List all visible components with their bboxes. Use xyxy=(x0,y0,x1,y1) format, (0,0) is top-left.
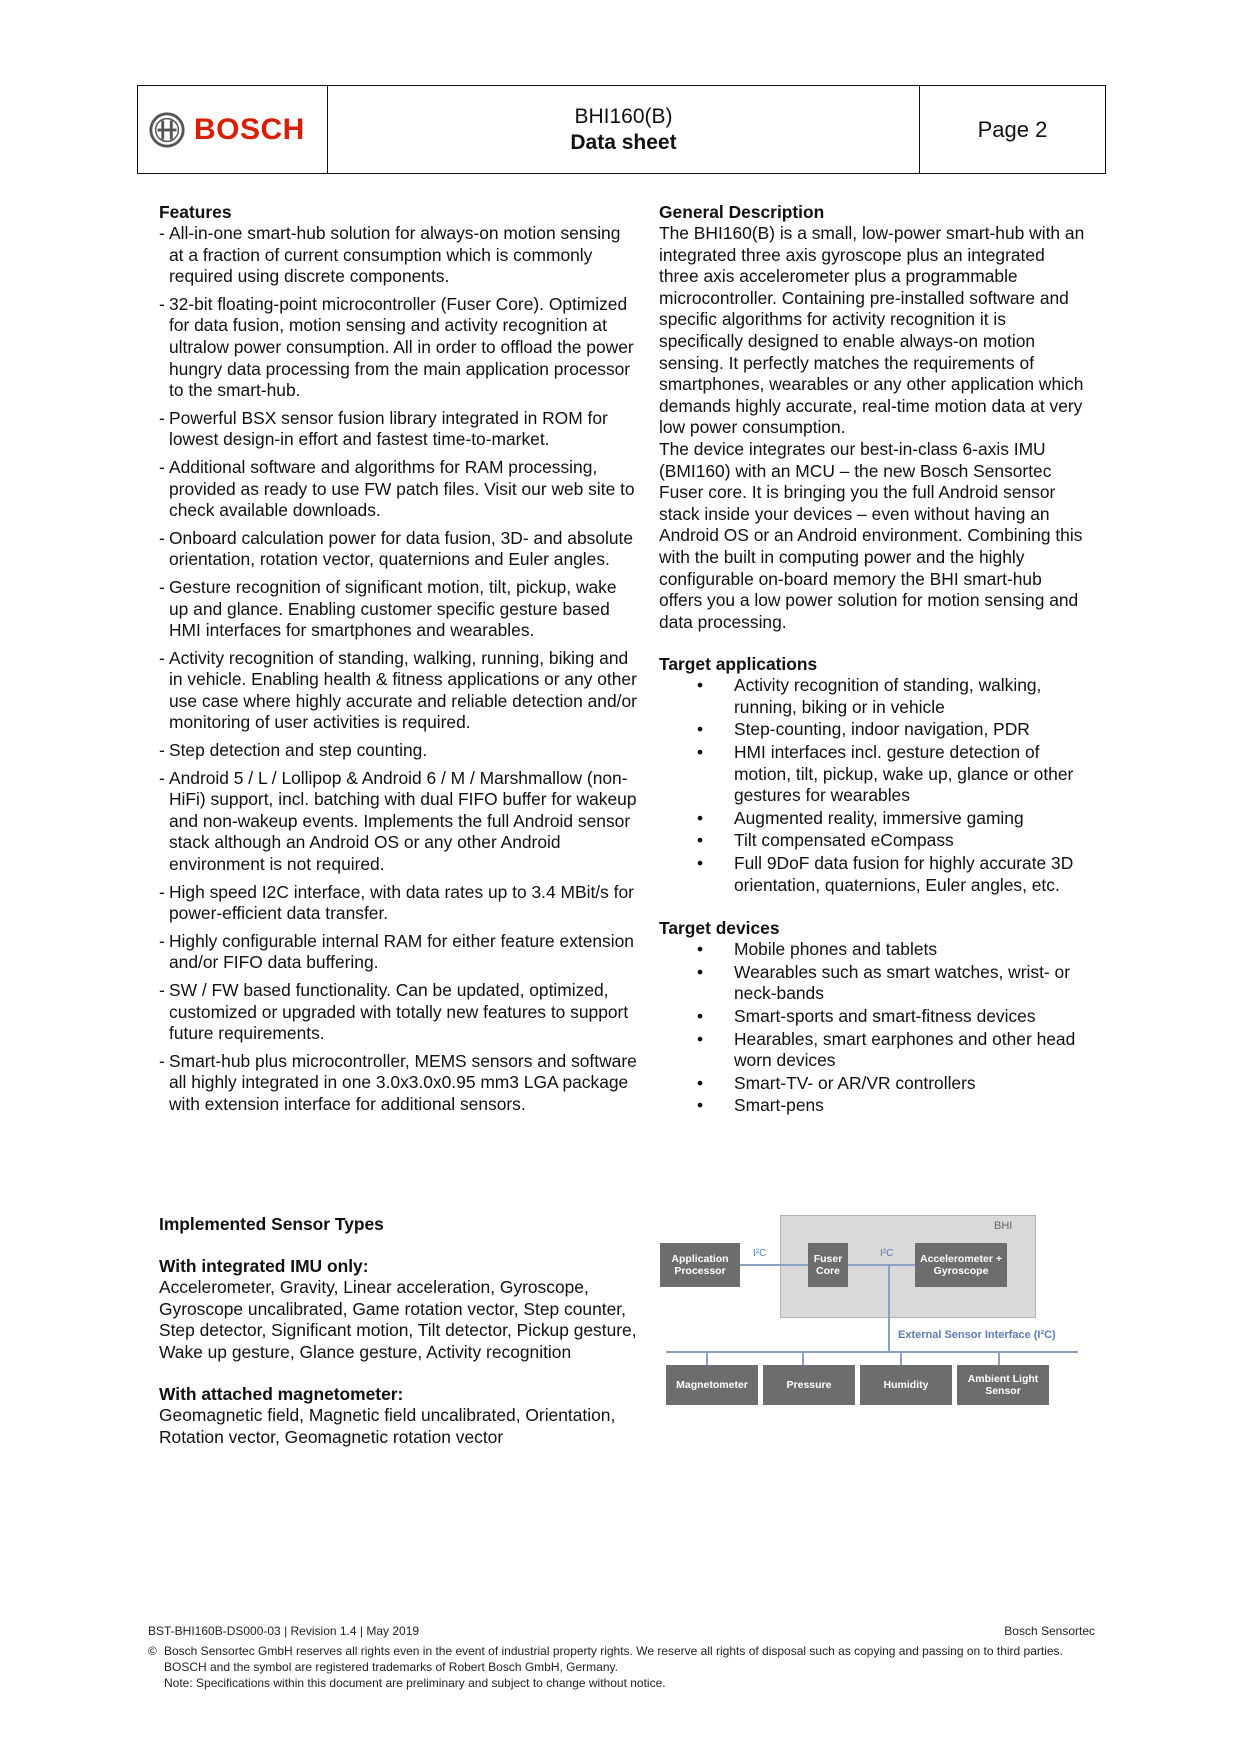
target-application-item: • Activity recognition of standing, walking, running, biking or in vehicle xyxy=(659,675,1089,718)
page-footer xyxy=(148,1623,1095,1691)
target-device-item: • Smart-TV- or AR/VR controllers xyxy=(659,1073,1089,1095)
logo-text: BOSCH xyxy=(194,112,305,146)
i2c-label-host: I²C xyxy=(753,1248,767,1259)
application-processor-block: Application Processor xyxy=(660,1243,740,1287)
feature-item: - High speed I2C interface, with data rates up to 3.4 MBit/s for power-efficient data transfer. xyxy=(159,882,639,925)
imu-heading: With integrated IMU only: xyxy=(159,1256,369,1276)
general-description-p1: The BHI160(B) is a small, low-power smart-hub with an integrated three axis gyroscope plus an integrated three axis accelerometer plus a programmable microcontroller. Containing pre-installed software and specific algorithms for activity recognition it is specifically designed to enable always-on motion sensing. It perfectly matches the requirements of smartphones, wearables or any other application which demands highly accurate, real-time motion data at very low power consumption. xyxy=(659,223,1085,438)
magnetometer-block: Magnetometer xyxy=(666,1365,758,1405)
target-application-item: • Augmented reality, immersive gaming xyxy=(659,808,1089,830)
document-type: Data sheet xyxy=(570,130,677,154)
feature-item: - Highly configurable internal RAM for either feature extension and/or FIFO data buffering. xyxy=(159,931,639,974)
bosch-logo xyxy=(138,86,328,173)
i2c-link-imu xyxy=(848,1264,915,1266)
feature-item: - Additional software and algorithms for RAM processing, provided as ready to use FW patch files. Visit our web site to check available downloads. xyxy=(159,457,639,522)
target-devices-list xyxy=(659,939,1089,1117)
bhi-label: BHI xyxy=(994,1220,1013,1232)
document-id: BST-BHI160B-DS000-03 | Revision 1.4 | May 2019 xyxy=(148,1624,420,1638)
product-title: BHI160(B) xyxy=(574,104,673,128)
target-devices-heading: Target devices xyxy=(659,918,780,939)
pressure-block: Pressure xyxy=(763,1365,855,1405)
bus-drop-magnetometer xyxy=(706,1351,708,1365)
target-application-item: • Tilt compensated eCompass xyxy=(659,830,1089,852)
features-list xyxy=(159,223,639,1116)
external-bus-riser xyxy=(888,1265,890,1351)
copyright-notice: Bosch Sensortec GmbH reserves all rights even in the event of industrial property rights. We reserve all rights of disposal such as copying and passing on to third parties. BOSCH and the symbol are registered trademarks of Robert Bosch GmbH, Germany. xyxy=(164,1644,1063,1674)
block-diagram xyxy=(660,1215,1085,1410)
bus-drop-ambient xyxy=(998,1351,1000,1365)
sensor-types-heading: Implemented Sensor Types xyxy=(159,1214,384,1234)
bus-drop-humidity xyxy=(900,1351,902,1365)
footer-company: Bosch Sensortec xyxy=(1004,1624,1095,1638)
feature-item: - Gesture recognition of significant motion, tilt, pickup, wake up and glance. Enabling customer specific gesture based HMI interfaces for smartphones and wearables. xyxy=(159,577,639,642)
header-title-cell xyxy=(328,86,920,173)
feature-item: - Step detection and step counting. xyxy=(159,740,639,762)
target-device-item: • Wearables such as smart watches, wrist- or neck-bands xyxy=(659,962,1089,1005)
i2c-link-host xyxy=(740,1264,808,1266)
bus-drop-pressure xyxy=(802,1351,804,1365)
bosch-armature-icon xyxy=(148,111,186,149)
features-section xyxy=(159,201,639,1122)
i2c-label-imu: I²C xyxy=(880,1248,894,1259)
external-sensor-bus xyxy=(666,1351,1078,1353)
preliminary-note: Note: Specifications within this document are preliminary and subject to change without notice. xyxy=(164,1676,666,1690)
target-applications-heading: Target applications xyxy=(659,654,818,675)
copyright-symbol: © xyxy=(148,1644,157,1658)
target-application-item: • HMI interfaces incl. gesture detection of motion, tilt, pickup, wake up, glance or other gestures for wearables xyxy=(659,742,1089,807)
feature-item: - Android 5 / L / Lollipop & Android 6 / M / Marshmallow (non-HiFi) support, incl. batching with dual FIFO buffer for wakeup and non-wakeup events. Implements the full Android sensor stack although an Android OS or any other Android environment is not required. xyxy=(159,768,639,876)
ambient-light-sensor-block: Ambient Light Sensor xyxy=(957,1365,1049,1405)
feature-item: - Smart-hub plus microcontroller, MEMS sensors and software all highly integrated in one 3.0x3.0x0.95 mm3 LGA package with extension interface for additional sensors. xyxy=(159,1051,639,1116)
feature-item: - All-in-one smart-hub solution for always-on motion sensing at a fraction of current consumption which is commonly required using discrete components. xyxy=(159,223,639,288)
feature-item: - Powerful BSX sensor fusion library integrated in ROM for lowest design-in effort and fastest time-to-market. xyxy=(159,408,639,451)
target-device-item: • Hearables, smart earphones and other head worn devices xyxy=(659,1029,1089,1072)
humidity-block: Humidity xyxy=(860,1365,952,1405)
right-column xyxy=(659,201,1089,1118)
target-application-item: • Step-counting, indoor navigation, PDR xyxy=(659,719,1089,741)
page-number: Page 2 xyxy=(977,116,1048,142)
general-description-heading: General Description xyxy=(659,202,825,222)
target-application-item: • Full 9DoF data fusion for highly accurate 3D orientation, quaternions, Euler angles, etc. xyxy=(659,853,1089,896)
sensor-types-section xyxy=(159,1213,649,1449)
magnetometer-sensor-list: Geomagnetic field, Magnetic field uncalibrated, Orientation, Rotation vector, Geomagnetic rotation vector xyxy=(159,1405,616,1447)
accelerometer-gyroscope-block: Accelerometer + Gyroscope xyxy=(915,1243,1007,1287)
feature-item: - Onboard calculation power for data fusion, 3D- and absolute orientation, rotation vector, quaternions and Euler angles. xyxy=(159,528,639,571)
feature-item: - Activity recognition of standing, walking, running, biking and in vehicle. Enabling health & fitness applications or any other use case where highly accurate and reliable detection and/or monitoring of user activities is required. xyxy=(159,648,639,734)
fuser-core-block: Fuser Core xyxy=(808,1243,848,1287)
target-device-item: • Smart-pens xyxy=(659,1095,1089,1117)
features-heading: Features xyxy=(159,202,232,222)
general-description-p2: The device integrates our best-in-class 6-axis IMU (BMI160) with an MCU – the new Bosch Sensortec Fuser core. It is bringing you the full Android sensor stack inside your devices – even without having an Android OS or an Android environment. Combining this with the built in computing power and the highly configurable on-board memory the BHI smart-hub offers you a low power solution for motion sensing and data processing. xyxy=(659,438,1083,632)
feature-item: - SW / FW based functionality. Can be updated, optimized, customized or upgraded with totally new features to support future requirements. xyxy=(159,980,639,1045)
target-applications-list xyxy=(659,675,1089,896)
magnetometer-heading: With attached magnetometer: xyxy=(159,1384,404,1405)
target-device-item: • Smart-sports and smart-fitness devices xyxy=(659,1006,1089,1028)
feature-item: - 32-bit floating-point microcontroller (Fuser Core). Optimized for data fusion, motion sensing and activity recognition at ultralow power consumption. All in order to offload the power hungry data processing from the main application processor to the smart-hub. xyxy=(159,294,639,402)
page-header xyxy=(137,85,1106,174)
imu-sensor-list: Accelerometer, Gravity, Linear acceleration, Gyroscope, Gyroscope uncalibrated, Game rotation vector, Step counter, Step detector, Significant motion, Tilt detector, Pickup gesture, Wake up gesture, Glance gesture, Activity recognition xyxy=(159,1277,637,1362)
external-sensor-interface-label: External Sensor Interface (I²C) xyxy=(898,1329,1056,1341)
target-device-item: • Mobile phones and tablets xyxy=(659,939,1089,961)
